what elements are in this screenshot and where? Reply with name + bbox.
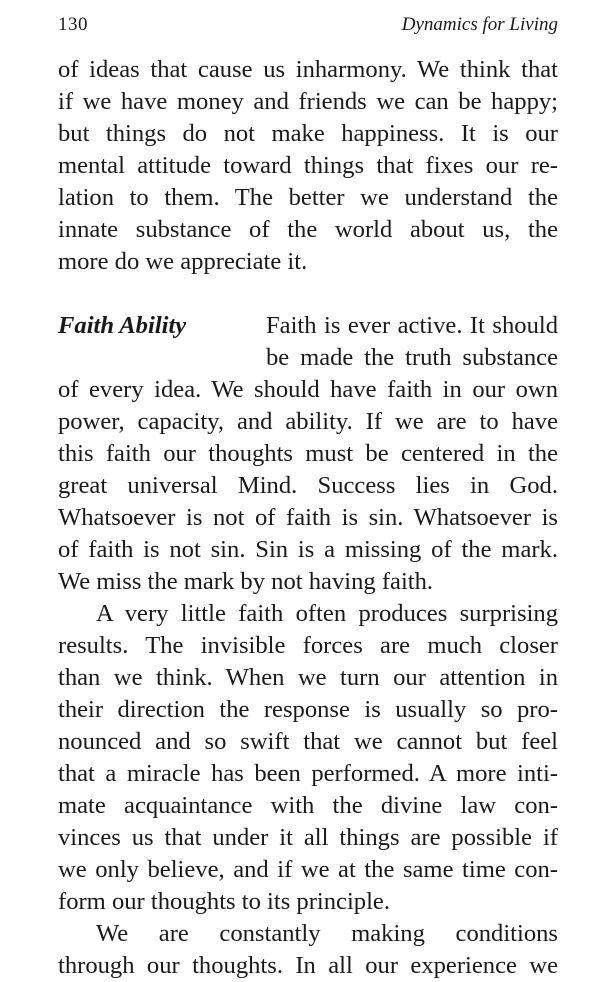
running-head (58, 14, 558, 54)
text-line: of faith is not sin. Sin is a missing of the mark. (58, 536, 558, 563)
text-line: more do we appreciate it. (58, 248, 308, 275)
text-line: great universal Mind. Success lies in God. (58, 472, 558, 499)
text-line: of ideas that cause us inharmony. We think that (58, 56, 558, 83)
text-line: power, capacity, and ability. If we are to have (58, 408, 558, 435)
text-line: innate substance of the world about us, the (58, 216, 558, 243)
paragraph-3 (58, 918, 558, 982)
paragraph-1 (58, 54, 558, 278)
text-line: A very little faith often produces surprising (96, 600, 558, 627)
text-line: their direction the response is usually so pro- (58, 696, 558, 723)
text-line: form our thoughts to its principle. (58, 888, 390, 915)
text-line: results. The invisible forces are much closer (58, 632, 558, 659)
text-line: be made the truth substance (266, 344, 558, 371)
body-text (58, 54, 558, 982)
text-line: of every idea. We should have faith in our own (58, 376, 558, 403)
side-heading-row (58, 310, 558, 342)
text-line: mental attitude toward things that fixes our re- (58, 152, 558, 179)
text-line: We miss the mark by not having faith. (58, 568, 434, 595)
section-gap (58, 278, 558, 310)
text-line: vinces us that under it all things are possible if (58, 824, 558, 851)
text-line: lation to them. The better we understand the (58, 184, 558, 211)
text-line: that a miracle has been performed. A more inti- (58, 760, 558, 787)
paragraph-2 (58, 598, 558, 918)
side-heading: Faith Ability (58, 312, 187, 339)
text-line: mate acquaintance with the divine law con- (58, 792, 558, 819)
text-line: we only believe, and if we at the same time con- (58, 856, 558, 883)
text-line: Whatsoever is not of faith is sin. Whatsoever is (58, 504, 558, 531)
book-page (58, 14, 558, 982)
text-line: but things do not make happiness. It is our (58, 120, 558, 147)
text-line: than we think. When we turn our attention in (58, 664, 558, 691)
section-faith-ability (58, 310, 558, 598)
side-text (266, 310, 558, 342)
running-title: Dynamics for Living (401, 14, 558, 35)
text-line: if we have money and friends we can be happy; (58, 88, 558, 115)
text-line: through our thoughts. In all our experience we (58, 952, 558, 979)
text-line: Faith is ever active. It should (266, 312, 558, 339)
text-line: We are constantly making conditions (96, 920, 558, 947)
text-line: nounced and so swift that we cannot but feel (58, 728, 558, 755)
page-number: 130 (58, 14, 88, 35)
text-line: this faith our thoughts must be centered in the (58, 440, 558, 467)
